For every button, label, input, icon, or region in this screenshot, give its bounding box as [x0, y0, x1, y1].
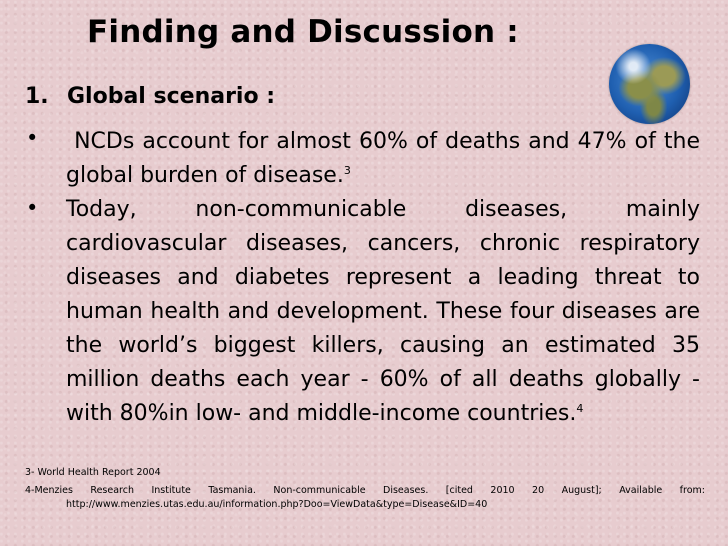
bullet-1-text: NCDs account for almost 60% of deaths and 47% of the global burden of disease.: [66, 129, 700, 188]
footnote-mark-3: 3: [343, 164, 351, 177]
footnote-mark-4: 4: [576, 402, 584, 415]
section-label: Global scenario :: [67, 84, 276, 109]
bullet-marker: •: [26, 126, 39, 150]
section-heading: [25, 84, 275, 109]
bullet-2-text: Today, non-communicable diseases, mainly cardiovascular diseases, cancers, chronic respiratory diseases and diabetes represent a leading threat to human health and development. These four diseases are the world’s biggest killers, causing an estimated 35 million deaths each year - 60% of all deaths globally - with 80%in low- and middle-income countries.: [66, 197, 700, 426]
reference-4-line-1: 4-Menzies Research Institute Tasmania. Non-communicable Diseases. [cited 2010 20 August]; Available from:: [25, 485, 705, 496]
reference-3: 3- World Health Report 2004: [25, 467, 161, 478]
globe-icon: [609, 44, 690, 124]
section-number: 1.: [25, 84, 49, 109]
slide-title: Finding and Discussion :: [87, 14, 519, 50]
bullet-text-leading-threat: [66, 193, 700, 431]
bullet-marker: •: [26, 196, 39, 220]
bullet-text-ncd-burden: [66, 125, 700, 193]
reference-4-link[interactable]: http://www.menzies.utas.edu.au/information.php?Doo=ViewData&type=Disease&ID=40: [66, 499, 488, 510]
